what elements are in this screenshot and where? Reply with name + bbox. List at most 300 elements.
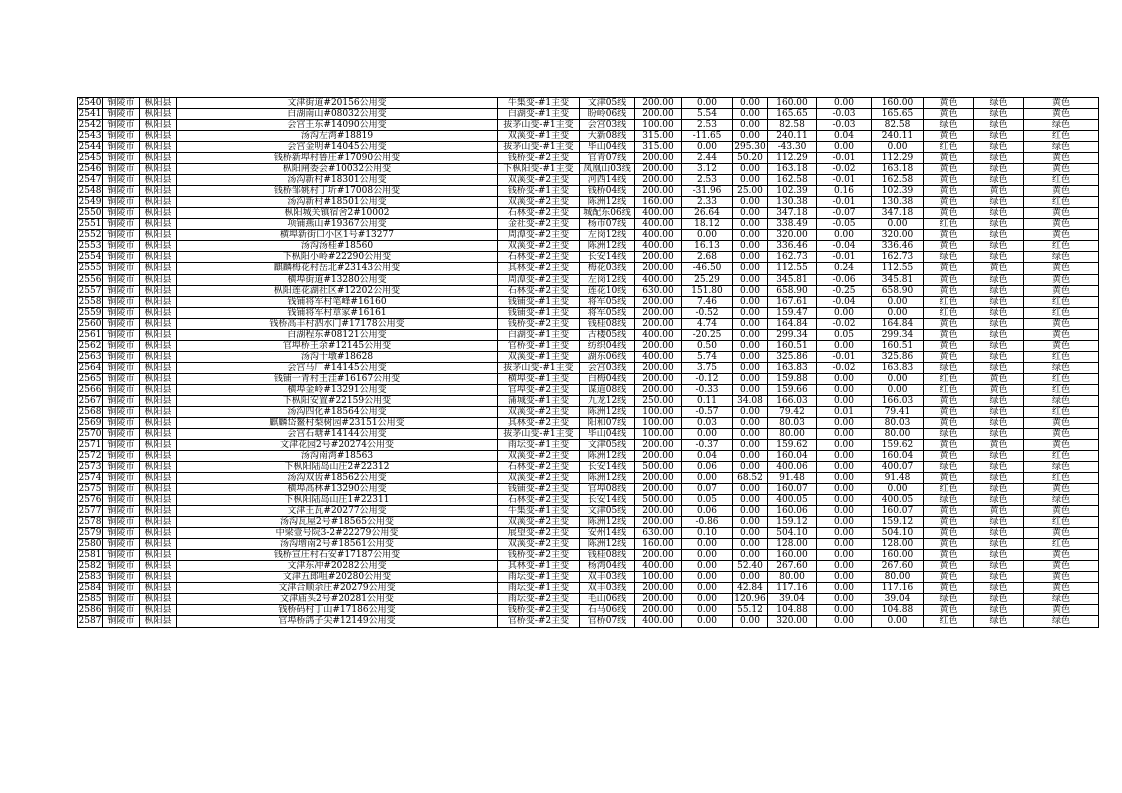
value-b-cell: 0.00 (733, 517, 768, 528)
table-row (78, 539, 1099, 550)
transformer-name-cell: 文津合顺余庄#20279公用变 (177, 583, 498, 594)
status-b-cell: 绿色 (974, 329, 1024, 340)
substation-cell: 钱桥变-#2主变 (498, 153, 580, 164)
status-b-cell: 绿色 (974, 351, 1024, 362)
value-a-cell: 0.06 (682, 462, 733, 473)
feeder-cell: 陈洲12线 (580, 473, 635, 484)
status-b-cell: 黄色 (974, 439, 1024, 450)
county-cell: 枞阳县 (140, 98, 177, 109)
value-b-cell: 0.00 (733, 451, 768, 462)
status-b-cell: 绿色 (974, 285, 1024, 296)
value-d-cell: 0.00 (817, 428, 872, 439)
transformer-name-cell: 文津王瓦#20277公用变 (177, 506, 498, 517)
status-c-cell: 红色 (1024, 539, 1099, 550)
row-no-cell: 2544 (78, 142, 102, 153)
value-d-cell: 0.05 (817, 329, 872, 340)
capacity-cell: 100.00 (635, 428, 682, 439)
value-c-cell: 164.84 (768, 318, 817, 329)
row-no-cell: 2569 (78, 417, 102, 428)
transformer-name-cell: 钱铺一青村王洼#16167公用变 (177, 373, 498, 384)
value-d-cell: 0.00 (817, 539, 872, 550)
value-c-cell: 160.04 (768, 451, 817, 462)
value-d-cell: -0.02 (817, 164, 872, 175)
value-a-cell: 0.50 (682, 340, 733, 351)
status-c-cell: 红色 (1024, 131, 1099, 142)
value-c-cell: 347.18 (768, 208, 817, 219)
feeder-cell: 左岗12线 (580, 274, 635, 285)
status-c-cell: 黄色 (1024, 186, 1099, 197)
feeder-cell: 钱桂08线 (580, 550, 635, 561)
status-c-cell: 红色 (1024, 307, 1099, 318)
value-c-cell: 165.65 (768, 109, 817, 120)
status-a-cell: 绿色 (924, 120, 974, 131)
value-b-cell: 0.00 (733, 285, 768, 296)
status-a-cell: 黄色 (924, 539, 974, 550)
county-cell: 枞阳县 (140, 274, 177, 285)
city-cell: 铜陵市 (103, 241, 140, 252)
feeder-cell: 毛山06线 (580, 594, 635, 605)
status-a-cell: 绿色 (924, 495, 974, 506)
substation-cell: 石林变-#2主变 (498, 462, 580, 473)
value-e-cell: 400.05 (872, 495, 924, 506)
county-cell: 枞阳县 (140, 451, 177, 462)
status-c-cell: 绿色 (1024, 594, 1099, 605)
value-b-cell: 0.00 (733, 109, 768, 120)
substation-cell: 横埠变-#1主变 (498, 373, 580, 384)
value-d-cell: 0.00 (817, 572, 872, 583)
status-b-cell: 绿色 (974, 164, 1024, 175)
value-c-cell: 104.88 (768, 605, 817, 616)
table-row (78, 528, 1099, 539)
transformer-name-cell: 枞阳莲花湖社区#12202公用变 (177, 285, 498, 296)
status-a-cell: 黄色 (924, 605, 974, 616)
value-c-cell: 299.34 (768, 329, 817, 340)
substation-cell: 白湖变-#1主变 (498, 329, 580, 340)
status-c-cell: 绿色 (1024, 462, 1099, 473)
transformer-name-cell: 汤沟汤桂#18560 (177, 241, 498, 252)
value-e-cell: 130.38 (872, 197, 924, 208)
table-row (78, 208, 1099, 219)
substation-cell: 钱铺变-#1主变 (498, 296, 580, 307)
value-b-cell: 0.00 (733, 439, 768, 450)
row-no-cell: 2582 (78, 561, 102, 572)
value-c-cell: 325.86 (768, 351, 817, 362)
value-c-cell: 267.60 (768, 561, 817, 572)
status-c-cell: 红色 (1024, 473, 1099, 484)
status-c-cell: 绿色 (1024, 395, 1099, 406)
value-a-cell: 0.10 (682, 528, 733, 539)
status-c-cell: 黄色 (1024, 561, 1099, 572)
status-c-cell: 红色 (1024, 296, 1099, 307)
feeder-cell: 盼岭06线 (580, 109, 635, 120)
value-e-cell: 117.16 (872, 583, 924, 594)
value-c-cell: 400.06 (768, 462, 817, 473)
city-cell: 铜陵市 (103, 175, 140, 186)
value-d-cell: 0.00 (817, 462, 872, 473)
value-a-cell: 0.00 (682, 616, 733, 627)
feeder-cell: 大新08线 (580, 131, 635, 142)
substation-cell: 其林变-#2主变 (498, 263, 580, 274)
table-row (78, 120, 1099, 131)
row-no-cell: 2579 (78, 528, 102, 539)
status-a-cell: 黄色 (924, 561, 974, 572)
capacity-cell: 200.00 (635, 517, 682, 528)
substation-cell: 牛集变-#1主变 (498, 506, 580, 517)
capacity-cell: 160.00 (635, 539, 682, 550)
substation-cell: 钱铺变-#1主变 (498, 307, 580, 318)
city-cell: 铜陵市 (103, 417, 140, 428)
county-cell: 枞阳县 (140, 583, 177, 594)
status-b-cell: 绿色 (974, 208, 1024, 219)
city-cell: 铜陵市 (103, 285, 140, 296)
value-d-cell: 0.00 (817, 495, 872, 506)
feeder-cell: 谋道08线 (580, 384, 635, 395)
county-cell: 枞阳县 (140, 495, 177, 506)
transformer-name-cell: 汤沟左湾#18819 (177, 131, 498, 142)
feeder-cell: 杨湾04线 (580, 561, 635, 572)
value-c-cell: 160.00 (768, 550, 817, 561)
value-c-cell: 130.38 (768, 197, 817, 208)
substation-cell: 白湖变-#1主变 (498, 109, 580, 120)
feeder-cell: 官青07线 (580, 153, 635, 164)
status-c-cell: 黄色 (1024, 318, 1099, 329)
capacity-cell: 100.00 (635, 120, 682, 131)
value-b-cell: 0.00 (733, 307, 768, 318)
capacity-cell: 200.00 (635, 473, 682, 484)
county-cell: 枞阳县 (140, 175, 177, 186)
value-b-cell: 0.00 (733, 274, 768, 285)
feeder-cell: 陈洲12线 (580, 197, 635, 208)
status-b-cell: 绿色 (974, 528, 1024, 539)
value-c-cell: 80.03 (768, 417, 817, 428)
value-d-cell: -0.01 (817, 153, 872, 164)
substation-cell: 周潭变-#2主变 (498, 230, 580, 241)
city-cell: 铜陵市 (103, 120, 140, 131)
transformer-name-cell: 钱桥邹姚村丁圻#17008公用变 (177, 186, 498, 197)
transformer-name-cell: 汤沟新村#18501公用变 (177, 197, 498, 208)
value-b-cell: 0.00 (733, 539, 768, 550)
table-row (78, 550, 1099, 561)
county-cell: 枞阳县 (140, 384, 177, 395)
status-a-cell: 黄色 (924, 528, 974, 539)
capacity-cell: 200.00 (635, 164, 682, 175)
status-b-cell: 绿色 (974, 605, 1024, 616)
city-cell: 铜陵市 (103, 528, 140, 539)
value-e-cell: 80.03 (872, 417, 924, 428)
value-a-cell: -0.86 (682, 517, 733, 528)
status-a-cell: 黄色 (924, 186, 974, 197)
capacity-cell: 200.00 (635, 252, 682, 263)
value-c-cell: 320.00 (768, 230, 817, 241)
substation-cell: 蒲城变-#1主变 (498, 395, 580, 406)
value-d-cell: -0.07 (817, 208, 872, 219)
status-c-cell: 黄色 (1024, 528, 1099, 539)
table-row (78, 219, 1099, 230)
value-d-cell: 0.04 (817, 131, 872, 142)
feeder-cell: 长安14线 (580, 462, 635, 473)
value-c-cell: 163.83 (768, 362, 817, 373)
value-d-cell: -0.05 (817, 219, 872, 230)
value-e-cell: 91.48 (872, 473, 924, 484)
value-a-cell: 2.53 (682, 175, 733, 186)
row-no-cell: 2558 (78, 296, 102, 307)
status-a-cell: 绿色 (924, 462, 974, 473)
value-e-cell: 504.10 (872, 528, 924, 539)
status-c-cell: 红色 (1024, 373, 1099, 384)
value-a-cell: -0.52 (682, 307, 733, 318)
substation-cell: 石林变-#2主变 (498, 495, 580, 506)
value-e-cell: 80.00 (872, 428, 924, 439)
county-cell: 枞阳县 (140, 528, 177, 539)
value-d-cell: 0.00 (817, 439, 872, 450)
status-c-cell: 黄色 (1024, 572, 1099, 583)
city-cell: 铜陵市 (103, 439, 140, 450)
city-cell: 铜陵市 (103, 351, 140, 362)
value-d-cell: -0.03 (817, 109, 872, 120)
capacity-cell: 200.00 (635, 594, 682, 605)
substation-cell: 雨坛变-#1主变 (498, 439, 580, 450)
capacity-cell: 200.00 (635, 506, 682, 517)
capacity-cell: 630.00 (635, 528, 682, 539)
city-cell: 铜陵市 (103, 329, 140, 340)
transformer-name-cell: 钱桥码村丁山#17186公用变 (177, 605, 498, 616)
city-cell: 铜陵市 (103, 142, 140, 153)
status-c-cell: 红色 (1024, 197, 1099, 208)
feeder-cell: 左岗12线 (580, 230, 635, 241)
substation-cell: 其林变-#1主变 (498, 561, 580, 572)
value-b-cell: 0.00 (733, 175, 768, 186)
value-b-cell: 295.30 (734, 142, 766, 153)
city-cell: 铜陵市 (103, 616, 140, 627)
status-a-cell: 黄色 (924, 131, 974, 142)
table-row (78, 329, 1099, 340)
city-cell: 铜陵市 (103, 252, 140, 263)
row-no-cell: 2549 (78, 197, 102, 208)
county-cell: 枞阳县 (140, 230, 177, 241)
value-e-cell: 320.00 (872, 230, 924, 241)
status-b-cell: 绿色 (974, 274, 1024, 285)
value-a-cell: 0.03 (682, 417, 733, 428)
status-a-cell: 绿色 (924, 428, 974, 439)
value-e-cell: 336.46 (872, 241, 924, 252)
value-b-cell: 0.00 (733, 219, 768, 230)
row-no-cell: 2562 (78, 340, 102, 351)
value-c-cell: 320.00 (768, 616, 817, 627)
feeder-cell: 长安14线 (580, 252, 635, 263)
status-b-cell: 绿色 (974, 406, 1024, 417)
status-a-cell: 黄色 (924, 285, 974, 296)
county-cell: 枞阳县 (140, 462, 177, 473)
row-no-cell: 2566 (78, 384, 102, 395)
status-b-cell: 绿色 (974, 550, 1024, 561)
status-c-cell: 黄色 (1024, 583, 1099, 594)
value-e-cell: 162.58 (872, 175, 924, 186)
status-b-cell: 绿色 (974, 517, 1024, 528)
capacity-cell: 200.00 (635, 451, 682, 462)
substation-cell: 拔茅山变-#1主变 (498, 428, 580, 439)
transformer-name-cell: 枞阳闸委会#10032公用变 (177, 164, 498, 175)
status-b-cell: 绿色 (974, 340, 1024, 351)
value-d-cell: 0.16 (817, 186, 872, 197)
feeder-cell: 会宫03线 (580, 120, 635, 131)
status-c-cell: 绿色 (1024, 495, 1099, 506)
status-b-cell: 黄色 (974, 373, 1024, 384)
table-row (78, 197, 1099, 208)
value-a-cell: 25.29 (682, 274, 733, 285)
capacity-cell: 630.00 (635, 285, 682, 296)
city-cell: 铜陵市 (103, 373, 140, 384)
value-d-cell: 0.00 (817, 561, 872, 572)
table-row (78, 583, 1099, 594)
status-a-cell: 黄色 (924, 583, 974, 594)
city-cell: 铜陵市 (103, 230, 140, 241)
transformer-name-cell: 麒麟梅花村岳北#23143公用变 (177, 263, 498, 274)
status-a-cell: 黄色 (924, 340, 974, 351)
value-b-cell: 0.00 (733, 417, 768, 428)
feeder-cell: 陈洲12线 (580, 539, 635, 550)
value-b-cell: 0.00 (733, 230, 768, 241)
value-d-cell: -0.06 (817, 274, 872, 285)
value-a-cell: 3.75 (682, 362, 733, 373)
row-no-cell: 2541 (78, 109, 102, 120)
value-d-cell: 0.00 (817, 473, 872, 484)
status-c-cell: 黄色 (1024, 153, 1099, 164)
county-cell: 枞阳县 (140, 406, 177, 417)
table-row (78, 252, 1099, 263)
transformer-name-cell: 枞阳城关镇宿舍2#10002 (177, 208, 498, 219)
status-b-cell: 绿色 (974, 142, 1024, 153)
value-e-cell: 658.90 (872, 285, 924, 296)
status-a-cell: 红色 (924, 219, 974, 230)
transformer-name-cell: 钱铺将军村笔峰#16160 (177, 296, 498, 307)
row-no-cell: 2577 (78, 506, 102, 517)
substation-cell: 双溪变-#2主变 (498, 197, 580, 208)
value-b-cell: 0.00 (733, 428, 768, 439)
substation-cell: 双溪变-#1主变 (498, 131, 580, 142)
city-cell: 铜陵市 (103, 484, 140, 495)
status-b-cell: 绿色 (974, 296, 1024, 307)
capacity-cell: 200.00 (635, 153, 682, 164)
status-c-cell: 黄色 (1024, 340, 1099, 351)
value-c-cell: 162.58 (768, 175, 817, 186)
value-c-cell: 163.18 (768, 164, 817, 175)
county-cell: 枞阳县 (140, 473, 177, 484)
table-row (78, 484, 1099, 495)
row-no-cell: 2553 (78, 241, 102, 252)
capacity-cell: 100.00 (635, 406, 682, 417)
value-b-cell: 34.08 (733, 395, 768, 406)
substation-cell: 官桥变-#2主变 (498, 616, 580, 627)
status-a-cell: 黄色 (924, 572, 974, 583)
value-a-cell: 0.06 (682, 506, 733, 517)
feeder-cell: 陈洲12线 (580, 451, 635, 462)
capacity-cell: 200.00 (635, 362, 682, 373)
capacity-cell: 200.00 (635, 307, 682, 318)
row-no-cell: 2586 (78, 605, 102, 616)
feeder-cell: 将军05线 (580, 307, 635, 318)
feeder-cell: 九龙12线 (580, 395, 635, 406)
value-e-cell: 102.39 (872, 186, 924, 197)
row-no-cell: 2567 (78, 395, 102, 406)
status-b-cell: 绿色 (974, 428, 1024, 439)
value-a-cell: 0.00 (682, 473, 733, 484)
value-e-cell: 163.18 (872, 164, 924, 175)
county-cell: 枞阳县 (140, 616, 177, 627)
table-row (78, 263, 1099, 274)
feeder-cell: 阳和07线 (580, 417, 635, 428)
value-b-cell: 0.00 (733, 373, 768, 384)
capacity-cell: 200.00 (635, 186, 682, 197)
value-d-cell: 0.00 (817, 384, 872, 395)
transformer-name-cell: 横埠金岭#13291公用变 (177, 384, 498, 395)
transformer-name-cell: 下枞阳陆岛山庄2#22312 (177, 462, 498, 473)
value-e-cell: 160.51 (872, 340, 924, 351)
value-a-cell: -0.57 (682, 406, 733, 417)
value-c-cell: 102.39 (768, 186, 817, 197)
row-no-cell: 2547 (78, 175, 102, 186)
status-c-cell: 黄色 (1024, 506, 1099, 517)
county-cell: 枞阳县 (140, 285, 177, 296)
substation-cell: 双溪变-#2主变 (498, 175, 580, 186)
status-c-cell: 红色 (1024, 517, 1099, 528)
value-b-cell: 0.00 (733, 241, 768, 252)
row-no-cell: 2584 (78, 583, 102, 594)
value-d-cell: -0.03 (817, 120, 872, 131)
transformer-name-cell: 文津五郎咀#20280公用变 (177, 572, 498, 583)
transformer-name-cell: 汤沟四化#18564公用变 (177, 406, 498, 417)
value-d-cell: 0.00 (817, 594, 872, 605)
city-cell: 铜陵市 (103, 406, 140, 417)
row-no-cell: 2572 (78, 451, 102, 462)
transformer-name-cell: 汤沟双齿#18562公用变 (177, 473, 498, 484)
county-cell: 枞阳县 (140, 572, 177, 583)
value-d-cell: 0.01 (817, 406, 872, 417)
status-a-cell: 绿色 (924, 362, 974, 373)
table-row (78, 572, 1099, 583)
value-c-cell: 336.46 (768, 241, 817, 252)
value-d-cell: 0.00 (817, 417, 872, 428)
capacity-cell: 160.00 (635, 197, 682, 208)
status-a-cell: 黄色 (924, 98, 974, 109)
county-cell: 枞阳县 (140, 109, 177, 120)
value-c-cell: 91.48 (768, 473, 817, 484)
county-cell: 枞阳县 (140, 362, 177, 373)
value-d-cell: 0.00 (817, 142, 872, 153)
county-cell: 枞阳县 (140, 197, 177, 208)
value-b-cell: 0.00 (733, 406, 768, 417)
transformer-name-cell: 官埠桥鸽子尖#12149公用变 (177, 616, 498, 627)
county-cell: 枞阳县 (140, 164, 177, 175)
value-c-cell: 39.04 (768, 594, 817, 605)
row-no-cell: 2574 (78, 473, 102, 484)
status-a-cell: 黄色 (924, 263, 974, 274)
table-row (78, 506, 1099, 517)
value-c-cell: 167.61 (768, 296, 817, 307)
value-c-cell: 162.73 (768, 252, 817, 263)
value-d-cell: -0.04 (817, 241, 872, 252)
value-d-cell: 0.00 (817, 605, 872, 616)
value-b-cell: 120.96 (734, 594, 766, 605)
table-row (78, 153, 1099, 164)
city-cell: 铜陵市 (103, 109, 140, 120)
substation-cell: 双溪变-#2主变 (498, 241, 580, 252)
row-no-cell: 2560 (78, 318, 102, 329)
value-c-cell: 160.07 (768, 484, 817, 495)
value-d-cell: 0.00 (817, 583, 872, 594)
table-row (78, 186, 1099, 197)
value-a-cell: -0.37 (682, 439, 733, 450)
county-cell: 枞阳县 (140, 120, 177, 131)
